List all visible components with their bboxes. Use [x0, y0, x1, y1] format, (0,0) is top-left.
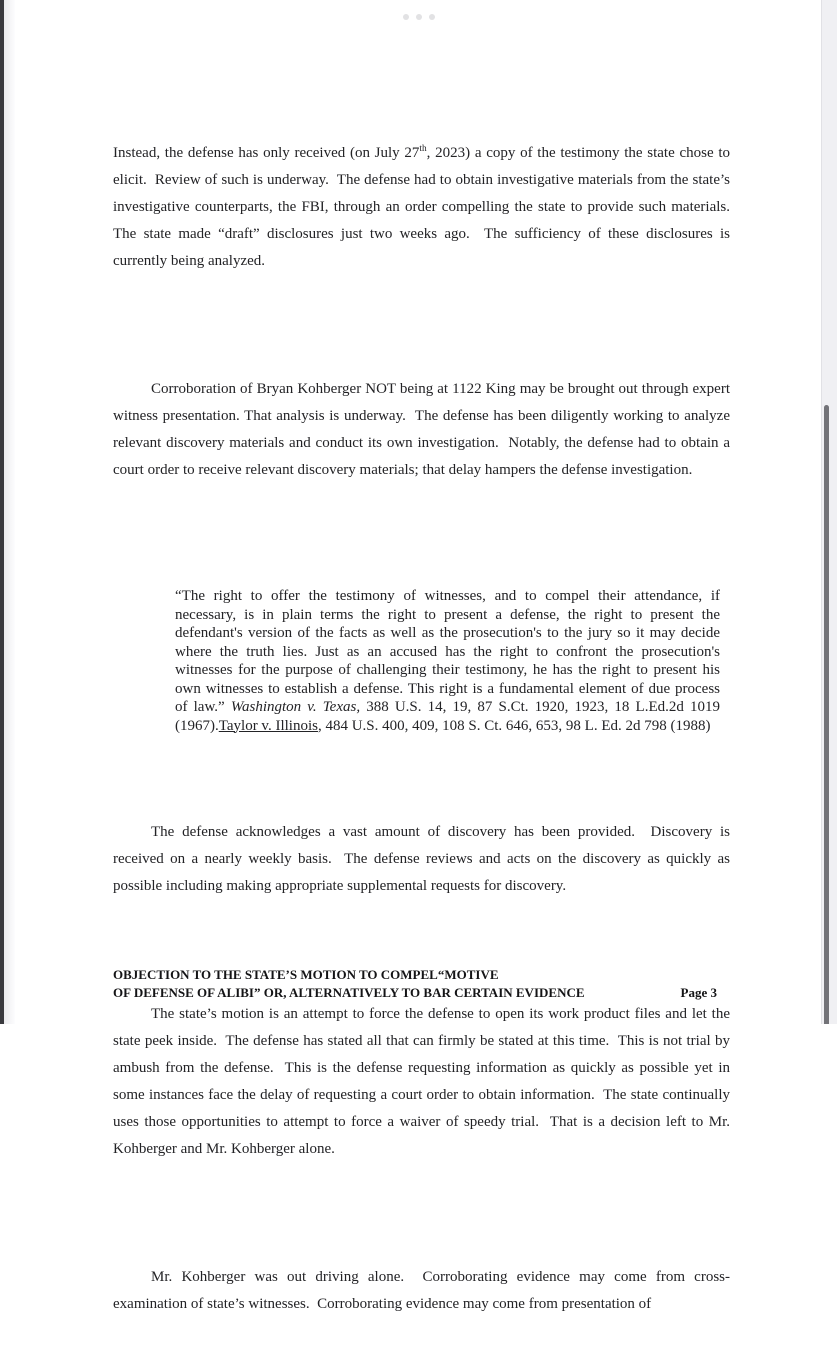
- footer-title-line-1: OBJECTION TO THE STATE’S MOTION TO COMPEL“MOTIVE: [113, 967, 499, 982]
- paragraph-acknowledges-discovery: The defense acknowledges a vast amount of discovery has been provided. Discovery is received on a nearly weekly basis. The defense reviews and acts on the discovery as quickly as possible including making appropriate supplemental requests for discovery.: [113, 824, 734, 894]
- page-left-gutter: [4, 0, 15, 1024]
- footer-title-line-2: OF DEFENSE OF ALIBI” OR, ALTERNATIVELY TO BAR CERTAIN EVIDENCE: [113, 985, 585, 1000]
- paragraph-text: , 2023) a copy of the testimony the state chose to elicit. Review of such is underway. The defense had to obtain investigative materials from the state’s investigative counterparts, the FBI, through an order compelling the state to provide such materials. The state made “draft” disclosures just two weeks ago. The sufficiency of these disclosures is currently being analyzed.: [113, 145, 738, 269]
- footer-title: [113, 966, 585, 1002]
- paragraph-states-motion: The state’s motion is an attempt to force the defense to open its work product files and let the state peek inside. The defense has stated all that can firmly be stated at this time. This is not trial by ambush from the defense. This is the defense requesting information as quickly as possible yet in some instances face the delay of requesting a court order to obtain information. The state continually uses those opportunities to attempt to force a waiver of speedy trial. That is a decision left to Mr. Kohberger and Mr. Kohberger alone.: [113, 1006, 734, 1157]
- case-citation-taylor: Taylor v. Illinois: [218, 717, 318, 734]
- document-page: [113, 0, 738, 1365]
- ordinal-superscript: th: [419, 144, 427, 154]
- legal-quote: [175, 587, 724, 735]
- paragraph-discovery-received: [113, 140, 738, 275]
- quote-text: 388 U.S. 14, 19, 87 S.Ct. 1920, 1923, 18 L.Ed.2d 1019 (1967).: [175, 699, 724, 734]
- page-number: Page 3: [680, 985, 717, 1000]
- paragraph-driving-alone: Mr. Kohberger was out driving alone. Corroborating evidence may come from cross-examination of state’s witnesses. Corroborating evidence may come from presentation of: [113, 1269, 730, 1312]
- paragraph-corroboration: Corroboration of Bryan Kohberger NOT being at 1122 King may be brought out through expert witness presentation. That analysis is underway. The defense has been diligently working to analyze relevant discovery materials and conduct its own investigation. Notably, the defense had to obtain a court order to receive relevant discovery materials; that delay hampers the defense investigation.: [113, 381, 734, 478]
- scrollbar-thumb[interactable]: [824, 405, 829, 1024]
- paragraph-text: Instead, the defense has only received (on July 27: [113, 145, 420, 161]
- quote-text: “The right to offer the testimony of witnesses, and to compel their attendance, if necessary, is in plain terms the right to present a defense, the right to present the defendant's version of the facts as well as the prosecution's to the jury so it may decide where the truth lies. Just as an accused has the right to confront the prosecution's witnesses for the purpose of challenging their testimony, he has the right to present his own witnesses to establish a defense. This right is a fundamental element of due process of law.”: [175, 588, 724, 715]
- quote-text: , 484 U.S. 400, 409, 108 S. Ct. 646, 653, 98 L. Ed. 2d 798 (1988): [317, 717, 711, 734]
- case-citation-washington: Washington v. Texas,: [230, 699, 361, 715]
- page-footer: [113, 966, 730, 1002]
